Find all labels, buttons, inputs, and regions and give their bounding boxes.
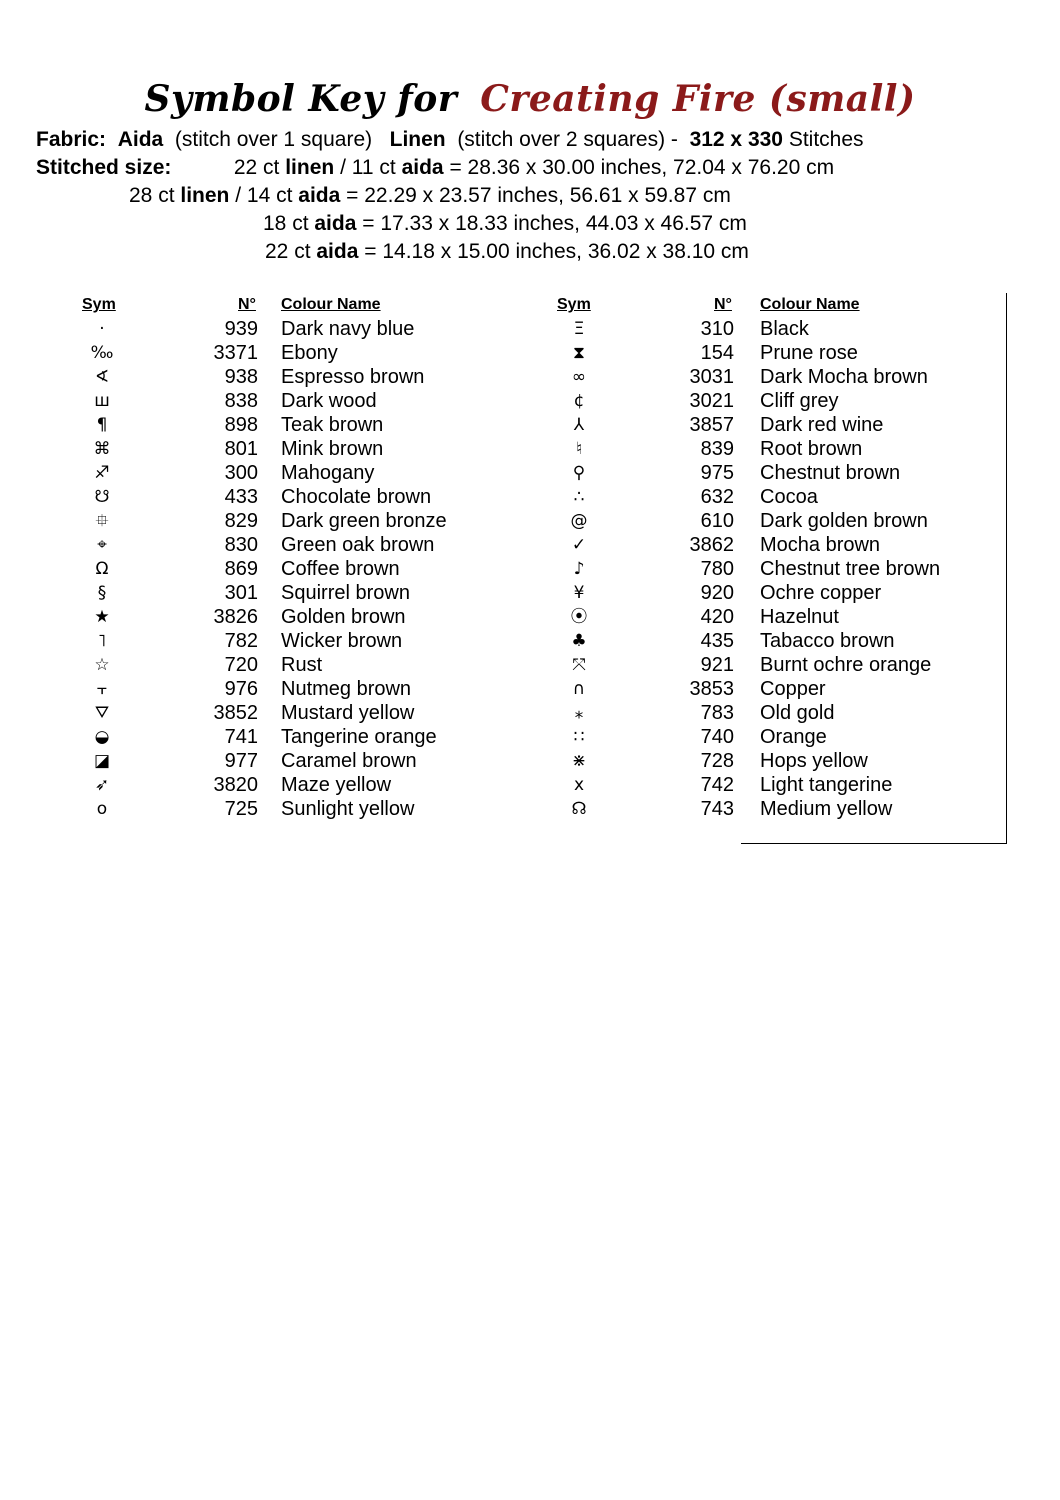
colour-name: Prune rose [760,342,858,364]
dmc-number: 3857 [689,414,734,436]
table-row [60,509,500,533]
colour-name: Tangerine orange [281,726,437,748]
symbol: ш [94,391,110,411]
table-row [60,629,500,653]
symbol: ✓ [571,535,587,555]
dmc-number: 740 [700,726,734,748]
size-count: 22 ct [233,156,280,179]
colour-name: Chestnut brown [760,462,901,484]
table-row [537,365,977,389]
dmc-number: 3826 [213,606,258,628]
dmc-number: 921 [700,654,734,676]
dmc-number: 610 [700,510,734,532]
colour-name: Dark navy blue [281,318,415,340]
size-line-4 [265,238,749,266]
table-border-bottom [741,843,1007,844]
aida-note: (stitch over 1 square) [174,128,373,151]
dmc-number: 783 [700,702,734,724]
fabric-line [36,126,864,154]
symbol: ♐ [94,463,110,483]
aida-label: Aida [117,128,164,151]
symbol: @ [570,511,588,531]
pattern-name: Creating Fire (small) [480,78,916,120]
dmc-number: 920 [700,582,734,604]
colour-name: Dark green bronze [281,510,447,532]
symbol: ♣ [571,631,587,651]
colour-name: Espresso brown [281,366,425,388]
symbol: ♮ [575,439,583,459]
table-row [537,389,977,413]
symbol: ⯐ [95,511,109,531]
colour-name: Orange [760,726,827,748]
symbol: ⌖ [97,535,107,555]
dmc-number: 310 [700,318,734,340]
dmc-number: 801 [224,438,258,460]
table-row [60,437,500,461]
symbol: ⌘ [93,439,111,459]
symbol: ☊ [571,799,587,819]
num-header: N° [238,296,256,313]
colour-name: Sunlight yellow [281,798,415,820]
dmc-number: 632 [700,486,734,508]
colour-name: Wicker brown [281,630,403,652]
dmc-number: 939 [224,318,258,340]
symbol: ⋇ [571,751,587,771]
colour-name: Caramel brown [281,750,417,772]
symbol: ‰ [90,343,114,363]
linen-label: Linen [389,128,446,151]
dmc-number: 898 [224,414,258,436]
symbol: ⫟ [96,679,108,699]
table-row [60,605,500,629]
colour-name: Mustard yellow [281,702,415,724]
page-title [0,78,1060,120]
table-row [60,317,500,341]
symbol: ∢ [94,367,110,387]
size-line-3 [263,210,747,238]
dmc-number: 3021 [689,390,734,412]
colour-name: Cliff grey [760,390,839,412]
dmc-number: 3820 [213,774,258,796]
table-border-right [1006,293,1007,843]
dmc-number: 3031 [689,366,734,388]
size-dimensions: = 14.18 x 15.00 inches, 36.02 x 38.10 cm [364,240,749,263]
table-row [60,557,500,581]
table-row [537,485,977,509]
colour-name-header: Colour Name [281,296,381,313]
title-prefix: Symbol Key for [144,78,458,120]
table-row [60,341,500,365]
dmc-number: 300 [224,462,258,484]
colour-name: Dark golden brown [760,510,928,532]
dmc-number: 839 [700,438,734,460]
dmc-number: 782 [224,630,258,652]
table-row [537,677,977,701]
table-row [537,701,977,725]
table-row [537,749,977,773]
colour-name: Medium yellow [760,798,893,820]
dmc-number: 780 [700,558,734,580]
dmc-number: 830 [224,534,258,556]
dmc-number: 742 [700,774,734,796]
colour-name: Dark wood [281,390,377,412]
num-header: N° [714,296,732,313]
stitched-size-label: Stitched size: [36,156,172,179]
table-row [537,341,977,365]
symbol: ¥ [573,583,585,603]
symbol-table-right [537,296,977,821]
colour-name: Mink brown [281,438,384,460]
symbol: ◒ [94,727,110,747]
dmc-number: 154 [700,342,734,364]
size-dimensions: = 17.33 x 18.33 inches, 44.03 x 46.57 cm [362,212,747,235]
symbol: ¶ [96,415,108,435]
dmc-number: 869 [224,558,258,580]
size-count: / 11 ct [340,156,396,179]
dmc-number: 838 [224,390,258,412]
dmc-number: 435 [700,630,734,652]
symbol: ∴ [573,487,585,507]
dmc-number: 3853 [689,678,734,700]
table-row [60,773,500,797]
symbol: o [96,799,108,819]
colour-name: Hops yellow [760,750,868,772]
colour-name: Burnt ochre orange [760,654,932,676]
table-row [537,629,977,653]
colour-name: Dark Mocha brown [760,366,928,388]
dmc-number: 976 [224,678,258,700]
dmc-number: 977 [224,750,258,772]
colour-name: Coffee brown [281,558,400,580]
size-fabric: aida [401,156,444,179]
table-row [537,581,977,605]
table-row [537,605,977,629]
size-fabric: linen [180,184,230,207]
table-row [60,797,500,821]
table-row [537,797,977,821]
symbol-table-left [60,296,500,821]
symbol: Ω [95,559,109,579]
colour-name: Cocoa [760,486,818,508]
colour-name-header: Colour Name [760,296,860,313]
colour-name: Old gold [760,702,835,724]
colour-name: Rust [281,654,323,676]
table-row [537,437,977,461]
size-line-2 [129,182,731,210]
colour-name: Chestnut tree brown [760,558,941,580]
size-count: 28 ct [129,184,175,207]
linen-note: (stitch over 2 squares) - [457,128,678,151]
dmc-number: 420 [700,606,734,628]
colour-name: Mocha brown [760,534,881,556]
symbol: ♪ [573,559,585,579]
symbol: ★ [94,607,110,627]
dmc-number: 829 [224,510,258,532]
dmc-number: 728 [700,750,734,772]
dmc-number: 3371 [213,342,258,364]
symbol: § [97,583,107,603]
sym-header: Sym [557,296,591,313]
colour-name: Ebony [281,342,338,364]
table-row [537,773,977,797]
symbol: Ξ [573,319,585,339]
dmc-number: 725 [224,798,258,820]
size-fabric: aida [298,184,341,207]
table-row [537,557,977,581]
colour-name: Nutmeg brown [281,678,412,700]
symbol: ⅄ [573,415,585,435]
table-row [537,725,977,749]
dmc-number: 433 [224,486,258,508]
table-row [60,389,500,413]
symbol: ⦿ [570,607,588,627]
dmc-number: 720 [224,654,258,676]
table-row [60,485,500,509]
symbol: ◪ [93,751,111,771]
stitch-count: 312 x 330 [689,128,783,151]
table-row [537,533,977,557]
dmc-number: 975 [700,462,734,484]
symbol: ☆ [94,655,110,675]
symbol: ˥ [97,631,107,651]
symbol: ➶ [94,775,110,795]
table-row [60,533,500,557]
table-row [60,581,500,605]
table-row [60,677,500,701]
sym-header: Sym [82,296,116,313]
symbol: ∷ [573,727,585,747]
colour-name: Black [760,318,809,340]
table-row [60,749,500,773]
table-row [60,725,500,749]
dmc-number: 743 [700,798,734,820]
size-fabric: aida [316,240,359,263]
symbol: ☋ [94,487,110,507]
colour-name: Teak brown [281,414,384,436]
size-dimensions: = 22.29 x 23.57 inches, 56.61 x 59.87 cm [346,184,731,207]
table-row [60,413,500,437]
colour-name: Golden brown [281,606,406,628]
table-header [537,296,977,316]
dmc-number: 741 [224,726,258,748]
colour-name: Green oak brown [281,534,435,556]
symbol: ∞ [571,367,587,387]
dmc-number: 938 [224,366,258,388]
dmc-number: 3852 [213,702,258,724]
table-row [60,461,500,485]
symbol: ⁎ [574,703,584,723]
symbol: ¢ [573,391,585,411]
table-row [60,653,500,677]
symbol: ⛛ [94,703,110,723]
table-row [537,413,977,437]
symbol: ∩ [572,679,586,699]
dmc-number: 301 [224,582,258,604]
size-count: 22 ct [265,240,311,263]
table-header [60,296,500,316]
table-row [537,317,977,341]
table-row [60,701,500,725]
colour-name: Root brown [760,438,863,460]
table-row [537,461,977,485]
colour-name: Tabacco brown [760,630,895,652]
symbol: · [99,319,105,339]
colour-name: Chocolate brown [281,486,432,508]
size-fabric: aida [314,212,357,235]
colour-name: Maze yellow [281,774,392,796]
colour-name: Ochre copper [760,582,882,604]
table-row [537,653,977,677]
stitches-word: Stitches [788,128,864,151]
symbol: x [573,775,585,795]
size-count: / 14 ct [235,184,293,207]
colour-name: Hazelnut [760,606,839,628]
colour-name: Copper [760,678,826,700]
colour-name: Light tangerine [760,774,893,796]
size-line-1 [36,154,834,182]
colour-name: Dark red wine [760,414,884,436]
table-row [537,509,977,533]
dmc-number: 3862 [689,534,734,556]
symbol: ⤧ [572,655,586,675]
size-count: 18 ct [263,212,309,235]
symbol: ⚲ [572,463,586,483]
size-dimensions: = 28.36 x 30.00 inches, 72.04 x 76.20 cm [449,156,835,179]
colour-name: Squirrel brown [281,582,410,604]
symbol: ⧗ [573,343,585,363]
size-fabric: linen [285,156,335,179]
fabric-label: Fabric: [36,128,107,151]
table-row [60,365,500,389]
colour-name: Mahogany [281,462,375,484]
